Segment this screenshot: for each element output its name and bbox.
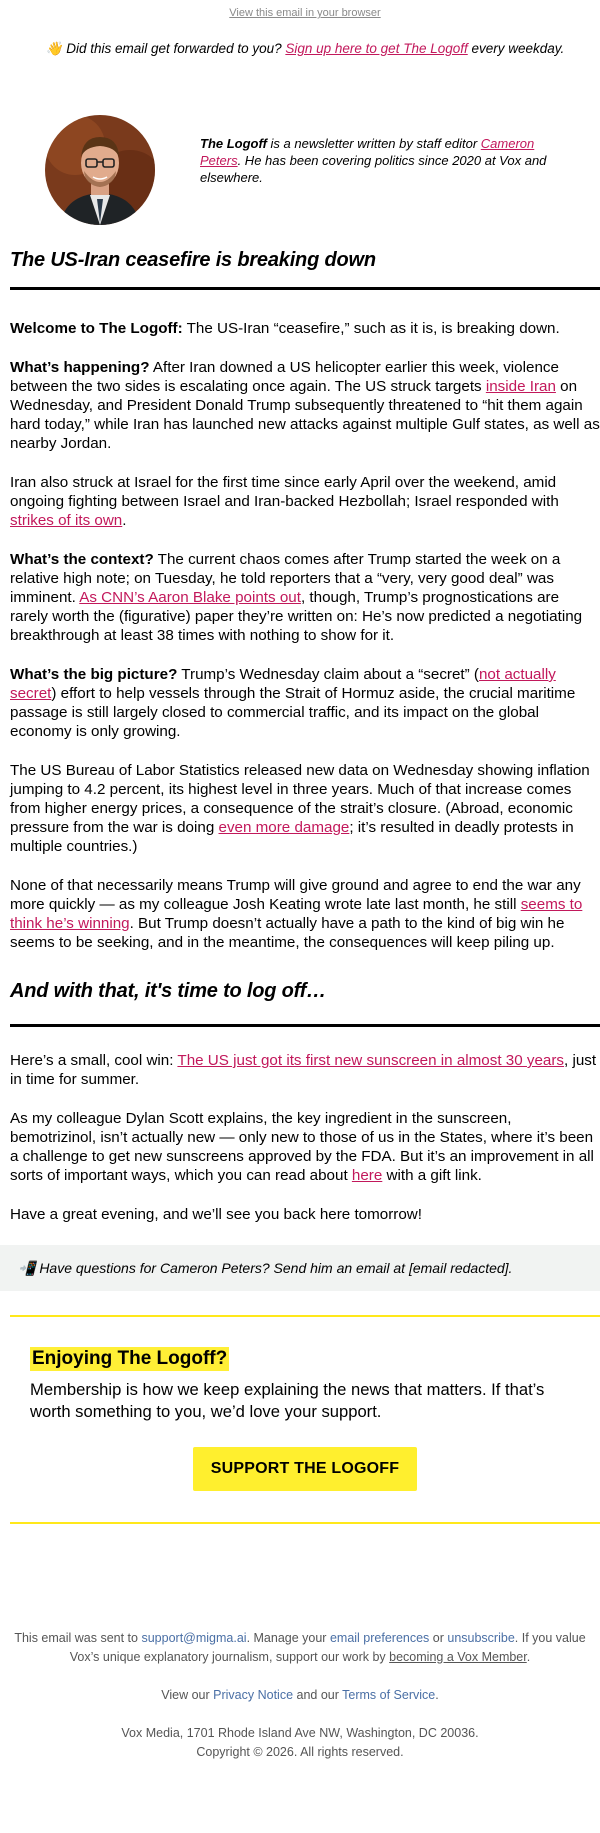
membership-section	[10, 1317, 600, 1491]
bio-text-part: is a newsletter written by staff editor	[266, 136, 481, 151]
paragraph	[10, 358, 600, 453]
bio-text	[200, 135, 570, 186]
footer-text: . If you value Vox’s unique explanatory journalism, support our work by	[69, 1631, 586, 1664]
footer-text: .	[435, 1688, 439, 1702]
footer-text: This email was sent to	[14, 1631, 142, 1645]
paragraph	[10, 1109, 600, 1185]
footer-legal-line	[12, 1686, 588, 1705]
forward-notice	[10, 27, 600, 77]
paragraph-text: None of that necessarily means Trump will give ground and agree to end the war any more quickly — as my colleague Josh Keating wrote late last month, he still	[10, 877, 581, 913]
footer-text: or	[429, 1631, 448, 1645]
paragraph-text: , though, Trump’s prognostications are rarely worth the (figurative) paper they’re written on: He’s now predicted a negotiating breakthrough at least 38 times with nothing to show for it.	[10, 589, 583, 644]
footer-text: and our	[293, 1688, 343, 1702]
paragraph-text: As my colleague Dylan Scott explains, the key ingredient in the sunscreen, bemotrizinol, isn’t actually new — only new to those of us in the States, where it’s been a challenge to get new sunscreens approved by the FDA. But it’s an improvement in all sorts of important ways, which you can read about	[10, 1110, 594, 1184]
forward-prefix: 👋 Did this email get forwarded to you?	[45, 41, 286, 56]
divider	[10, 287, 600, 290]
paragraph	[10, 876, 600, 952]
paragraph-text: on Wednesday, and President Donald Trump subsequently threatened to “hit them again hard today,” while Iran has launched new attacks against multiple Gulf states, as well as nearby Jordan.	[10, 378, 600, 452]
headline: The US-Iran ceasefire is breaking down	[10, 249, 376, 271]
author-bio	[10, 77, 600, 227]
bio-text-part: . He has been covering politics since 2020 at Vox and elsewhere.	[200, 153, 547, 185]
footer-address: Vox Media, 1701 Rhode Island Ave NW, Washington, DC 20036.	[121, 1726, 479, 1740]
enjoy-title: Enjoying The Logoff?	[32, 1348, 228, 1369]
vox-member-link[interactable]: becoming a Vox Member	[389, 1650, 527, 1664]
paragraph-text: After Iran downed a US helicopter earlier this week, violence between the two sides is escalating once again. The US struck targets	[10, 359, 559, 395]
questions-text: 📲 Have questions for Cameron Peters? Send him an email at [email redacted].	[18, 1260, 513, 1276]
logoff-heading: And with that, it's time to log off…	[10, 980, 327, 1002]
signup-link[interactable]: Sign up here to get The Logoff	[285, 41, 468, 56]
paragraph-text: .	[122, 512, 127, 529]
footer-text: . Manage your	[246, 1631, 330, 1645]
forward-suffix: every weekday.	[467, 41, 565, 56]
paragraph-text: The US Bureau of Labor Statistics released new data on Wednesday showing inflation jumping to 4.2 percent, its highest level in three years. Much of that increase comes from higher energy prices, a consequence of the strait’s closure. (Abroad, economic pressure from the war is doing	[10, 762, 590, 836]
paragraph-text: , just in time for summer.	[10, 1052, 597, 1088]
winning-link[interactable]: seems to think he’s winning	[10, 896, 583, 932]
paragraph-text: with a gift link.	[382, 1167, 482, 1184]
paragraph	[10, 319, 600, 338]
newsletter-name: The Logoff	[200, 136, 267, 151]
divider	[10, 1024, 600, 1027]
paragraph	[10, 473, 600, 530]
footer-sent-line	[12, 1629, 588, 1667]
support-button[interactable]: SUPPORT THE LOGOFF	[193, 1447, 417, 1491]
recipient-email-link[interactable]: support@migma.ai	[141, 1631, 247, 1645]
unsubscribe-link[interactable]: unsubscribe	[447, 1631, 515, 1645]
article-body	[10, 319, 600, 952]
view-in-browser-row	[10, 0, 600, 27]
paragraph	[10, 550, 600, 645]
footer-text: .	[526, 1650, 531, 1664]
author-link[interactable]: Cameron Peters	[200, 136, 535, 168]
paragraph-text: . But Trump doesn’t actually have a path to the kind of big win he seems to be seeking, and in the meantime, the consequences will keep piling up.	[10, 915, 565, 951]
paragraph-label: What’s happening?	[10, 359, 150, 376]
damage-link[interactable]: even more damage	[218, 819, 350, 836]
questions-box	[0, 1245, 600, 1291]
strikes-link[interactable]: strikes of its own	[10, 512, 123, 529]
paragraph-label: What’s the big picture?	[10, 666, 178, 683]
footer	[0, 1629, 600, 1762]
secret-link[interactable]: not actually secret	[10, 666, 556, 702]
yellow-divider	[10, 1522, 600, 1524]
sunscreen-link[interactable]: The US just got its first new sunscreen in almost 30 years	[177, 1052, 565, 1069]
paragraph-text: ) effort to help vessels through the Strait of Hormuz aside, the crucial maritime passage is still largely closed to commercial traffic, and its impact on the global economy is only growing.	[10, 685, 576, 740]
footer-copyright: Copyright © 2026. All rights reserved.	[196, 1745, 404, 1759]
terms-link[interactable]: Terms of Service	[342, 1688, 436, 1702]
view-in-browser-link[interactable]: View this email in your browser	[229, 7, 381, 19]
gift-link[interactable]: here	[351, 1167, 383, 1184]
author-avatar	[45, 115, 155, 225]
paragraph	[10, 1051, 600, 1089]
cnn-link[interactable]: As CNN’s Aaron Blake points out	[79, 589, 301, 606]
paragraph-text: Iran also struck at Israel for the first time since early April over the weekend, amid ongoing fighting between Israel and Iran-backed Hezbollah; Israel responded with	[10, 474, 559, 510]
inside-iran-link[interactable]: inside Iran	[485, 378, 556, 395]
paragraph	[10, 665, 600, 741]
footer-text: View our	[161, 1688, 214, 1702]
paragraph	[10, 761, 600, 856]
paragraph-label: What’s the context?	[10, 551, 154, 568]
paragraph-label: Welcome to The Logoff:	[10, 320, 183, 337]
privacy-notice-link[interactable]: Privacy Notice	[213, 1688, 294, 1702]
paragraph-text: Trump’s Wednesday claim about a “secret” (	[177, 666, 479, 683]
logoff-body	[10, 1051, 600, 1224]
email-preferences-link[interactable]: email preferences	[329, 1631, 430, 1645]
paragraph-text: Here’s a small, cool win:	[10, 1052, 178, 1069]
paragraph: Have a great evening, and we’ll see you back here tomorrow!	[10, 1206, 422, 1223]
paragraph-text: The US-Iran “ceasefire,” such as it is, is breaking down.	[182, 320, 560, 337]
paragraph-text: ; it’s resulted in deadly protests in multiple countries.)	[10, 819, 574, 855]
membership-text: Membership is how we keep explaining the news that matters. If that’s worth something to you, we’d love your support.	[30, 1380, 545, 1421]
paragraph-text: The current chaos comes after Trump started the week on a relative high note; on Tuesday, he told reporters that a “very, very good deal” was imminent.	[10, 551, 561, 606]
